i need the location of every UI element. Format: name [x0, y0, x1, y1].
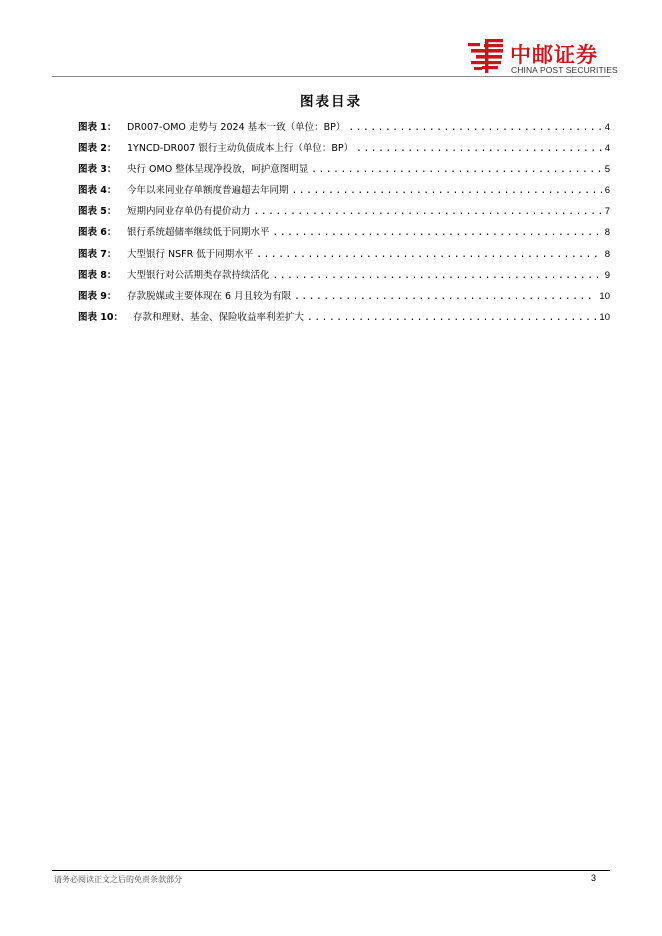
toc-entry-page[interactable]: 4 — [604, 122, 610, 133]
toc-dot-leader — [307, 312, 596, 323]
toc-entry-title[interactable]: 短期内同业存单仍有提价动力 — [127, 206, 251, 218]
toc-entry-title[interactable]: 银行系统超储率继续低于同期水平 — [127, 227, 270, 239]
toc-entry-title[interactable]: 存款脱媒或主要体现在 6 月且较为有限 — [127, 290, 292, 302]
toc-entry-page[interactable]: 8 — [604, 248, 610, 260]
toc-entry-page[interactable]: 4 — [604, 143, 610, 155]
toc-entry-page[interactable]: 10 — [599, 290, 610, 302]
toc-entry-title[interactable]: 大型银行对公活期类存款持续活化 — [127, 269, 270, 281]
toc-entry-number: 图表 6： — [78, 227, 117, 239]
footer-page-number: 3 — [591, 873, 597, 883]
toc-dot-leader — [294, 291, 596, 302]
toc-dot-leader — [273, 270, 602, 281]
toc-entry-title[interactable]: 大型银行 NSFR 低于同期水平 — [127, 248, 254, 260]
toc-entry[interactable] — [78, 267, 610, 288]
toc-entry-number: 图表 8： — [78, 269, 117, 281]
toc-entry-title[interactable]: 央行 OMO 整体呈现净投放，呵护意图明显 — [127, 164, 309, 176]
toc-entry[interactable] — [78, 224, 610, 245]
toc-dot-leader — [292, 185, 602, 196]
toc-entry-title[interactable]: DR007-OMO 走势与 2024 基本一致（单位：BP） — [127, 122, 346, 133]
toc-dot-leader — [348, 122, 601, 133]
footer-disclaimer: 请务必阅读正文之后的免责条款部分 — [54, 875, 182, 884]
brand-name-en: CHINA POST SECURITIES — [511, 65, 618, 75]
toc-entry[interactable] — [78, 246, 610, 267]
toc-entry-number: 图表 3： — [78, 164, 117, 176]
toc-dot-leader — [256, 249, 601, 260]
toc-dot-leader — [311, 164, 602, 175]
toc-title: 图表目录 — [300, 94, 362, 110]
toc-entry-number: 图表 2： — [78, 143, 117, 155]
toc-entry[interactable] — [78, 161, 610, 182]
toc-dot-leader — [254, 206, 602, 217]
toc-entry[interactable] — [78, 309, 610, 330]
brand-name-cn: 中邮证券 — [510, 43, 598, 67]
toc-entry-page[interactable]: 8 — [604, 227, 610, 239]
toc-entry[interactable] — [78, 119, 610, 140]
toc-entry[interactable] — [78, 288, 610, 309]
toc-entry-page[interactable]: 6 — [604, 185, 610, 197]
toc-entry-page[interactable]: 9 — [604, 269, 610, 281]
toc-entry-page[interactable]: 10 — [599, 311, 610, 323]
toc-entry-title[interactable]: 今年以来同业存单额度普遍超去年同期 — [127, 185, 289, 197]
toc-entry[interactable] — [78, 182, 610, 203]
toc-entry-number: 图表 9： — [78, 290, 117, 302]
toc-entry-title[interactable]: 存款和理财、基金、保险收益率利差扩大 — [133, 311, 305, 323]
toc-entry-page[interactable]: 7 — [604, 206, 610, 218]
china-post-logo-icon — [468, 38, 506, 74]
toc-entry[interactable] — [78, 203, 610, 224]
toc-entry-number: 图表 10： — [78, 311, 124, 323]
toc-entry[interactable] — [78, 140, 610, 161]
company-logo — [468, 38, 618, 78]
toc-entry-page[interactable]: 5 — [604, 164, 610, 176]
toc-entry-number: 图表 1： — [78, 122, 117, 133]
toc-entry-number: 图表 7： — [78, 248, 117, 260]
toc-list — [78, 119, 610, 330]
toc-entry-title[interactable]: 1YNCD-DR007 银行主动负债成本上行（单位：BP） — [127, 143, 354, 155]
toc-entry-number: 图表 4： — [78, 185, 117, 197]
footer-divider — [52, 870, 610, 871]
toc-entry-number: 图表 5： — [78, 206, 117, 218]
header-divider — [52, 76, 610, 77]
toc-dot-leader — [273, 227, 602, 238]
toc-dot-leader — [356, 143, 602, 154]
